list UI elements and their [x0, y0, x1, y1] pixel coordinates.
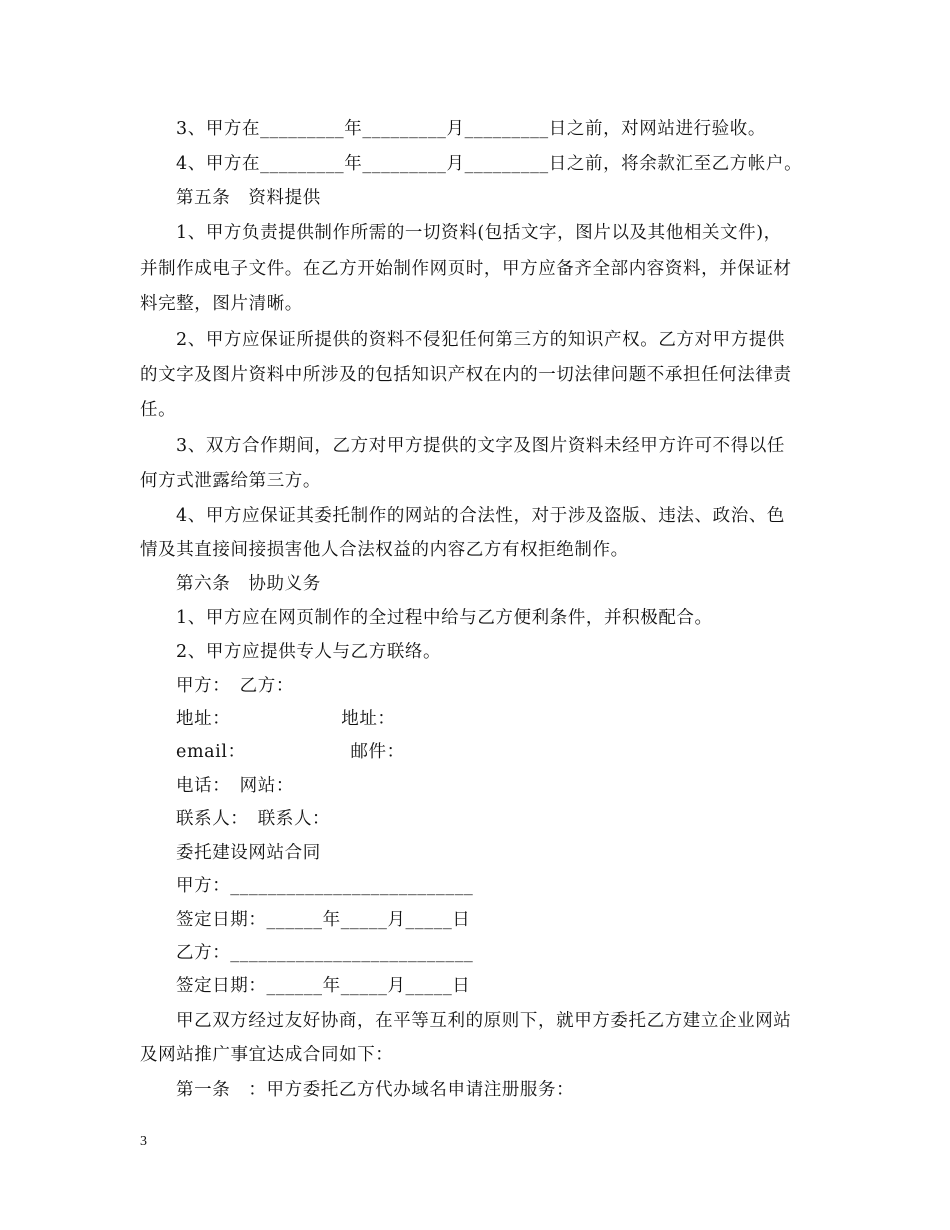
text-line: 情及其直接间接损害他人合法权益的内容乙方有权拒绝制作。	[140, 540, 629, 560]
party-a-signature-line: 甲方：__________________________	[176, 876, 474, 896]
text-line: 4、甲方应保证其委托制作的网站的合法性，对于涉及盗版、违法、政治、色	[176, 506, 786, 526]
text-line: 何方式泄露给第三方。	[140, 471, 321, 491]
party-label-line: 甲方： 乙方：	[176, 676, 294, 696]
text-line: 3、甲方在_________年_________月_________日之前，对网站进行验收。	[176, 119, 766, 139]
text-line: 3、双方合作期间，乙方对甲方提供的文字及图片资料未经甲方许可不得以任	[176, 436, 786, 456]
section-heading: 第五条 资料提供	[176, 188, 321, 208]
article-heading: 第一条 ：甲方委托乙方代办域名申请注册服务：	[176, 1080, 575, 1100]
section-heading: 第六条 协助义务	[176, 574, 321, 594]
text-line: 2、甲方应保证所提供的资料不侵犯任何第三方的知识产权。乙方对甲方提供	[176, 330, 786, 350]
text-line: 甲乙双方经过友好协商，在平等互利的原则下，就甲方委托乙方建立企业网站	[176, 1011, 792, 1031]
text-line: 的文字及图片资料中所涉及的包括知识产权在内的一切法律问题不承担任何法律责	[140, 365, 792, 385]
text-line: 1、甲方负责提供制作所需的一切资料(包括文字，图片以及其他相关文件)，	[176, 223, 782, 243]
text-line: 料完整，图片清晰。	[140, 294, 303, 314]
email-line: email： 邮件：	[176, 742, 405, 762]
address-line: 地址： 地址：	[176, 709, 396, 729]
text-line: 1、甲方应在网页制作的全过程中给与乙方便利条件，并积极配合。	[176, 608, 713, 628]
phone-line: 电话： 网站：	[176, 776, 294, 796]
sign-date-line: 签定日期：______年_____月_____日	[176, 976, 471, 996]
contact-line: 联系人： 联系人：	[176, 809, 331, 829]
contract-title: 委托建设网站合同	[176, 843, 321, 863]
text-line: 任。	[140, 400, 177, 420]
sign-date-line: 签定日期：______年_____月_____日	[176, 910, 471, 930]
text-line: 4、甲方在_________年_________月_________日之前，将余款汇至乙方帐户。	[176, 154, 803, 174]
text-line: 并制作成电子文件。在乙方开始制作网页时，甲方应备齐全部内容资料，并保证材	[140, 259, 792, 279]
text-line: 2、甲方应提供专人与乙方联络。	[176, 642, 442, 662]
page-number: 3	[140, 1134, 147, 1149]
text-line: 及网站推广事宜达成合同如下：	[140, 1045, 394, 1065]
party-b-signature-line: 乙方：__________________________	[176, 943, 474, 963]
